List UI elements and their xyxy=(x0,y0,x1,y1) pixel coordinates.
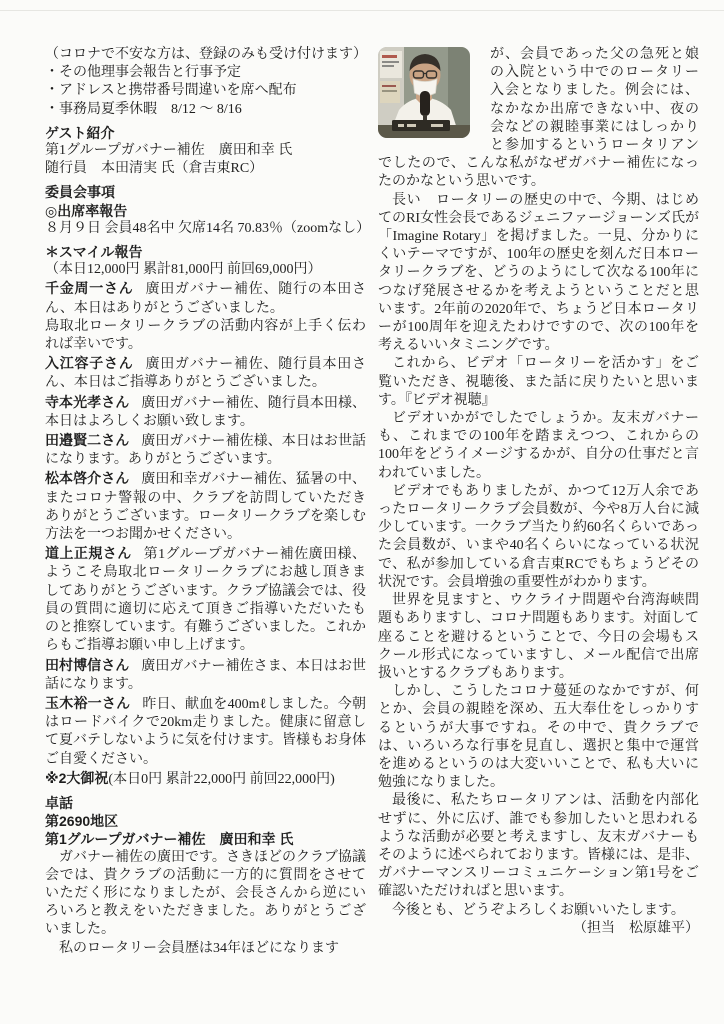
smile-entry xyxy=(45,354,366,392)
right-column xyxy=(378,46,699,938)
author-credit: （担当 松原雄平） xyxy=(573,920,699,936)
smile-entry-text: 廣田ガバナー補佐様、本日はお世話になります。ありがとうございます。 xyxy=(45,434,367,468)
guest-line: 第1グループガバナー補佐 廣田和幸 氏 xyxy=(45,143,293,159)
smile-entry xyxy=(45,656,366,694)
speech-paragraph: これから、ビデオ「ロータリーを活かす」をご覧いただき、視聴後、また話に戻りたいと思います。『ビデオ視聴』 xyxy=(378,356,699,408)
scan-edge-line xyxy=(0,10,724,11)
committee-section-heading: 委員会事項 xyxy=(45,184,115,201)
note-line: （コロナで不安な方は、登録のみも受け付けます） xyxy=(45,47,367,62)
smile-entry-text: 廣田ガバナー補佐さま、本日はお世話になります。 xyxy=(45,658,367,692)
grand-celebration-note xyxy=(45,769,366,789)
takuwa-paragraph: 私のロータリー会員歴は34年ほどになります xyxy=(59,940,339,956)
smile-entry-followup: 鳥取北ロータリークラブの活動内容が上手く伝われば幸いです。 xyxy=(45,318,366,353)
smile-entry-text: 廣田ガバナー補佐、随行の本田さん、本日はありがとうございました。 xyxy=(45,282,366,316)
smile-entry xyxy=(45,469,366,544)
member-name: 入江容子さん xyxy=(45,355,134,372)
speech-paragraph: 最後に、私たちロータリアンは、活動を内部化せずに、外に広げ、誰でも参加したいと思われるような活動が必要と考えますし、友末ガバナーもそのように述べられております。皆様には、是非、ガバナーマンスリーコミュニケーション第1号をご確認いただければと思います。 xyxy=(378,793,699,900)
member-name: 寺本光孝さん xyxy=(45,393,130,410)
takuwa-paragraph: ガバナー補佐の廣田です。さきほどのクラブ協議会では、貴クラブの活動に一方的に質問をさせていただく形になりましたが、会長さんから逆にいろいろと教えをいただきました。ありがとうございました。 xyxy=(45,849,366,938)
member-name: 玉木裕一さん xyxy=(45,694,131,711)
note-line: ・その他理事会報告と行事予定 xyxy=(45,65,241,81)
smile-entry-text: 第1グループガバナー補佐廣田様、ようこそ鳥取北ロータリークラブにお越し頂きましてありがとうございます。クラブ協議会では、役員の質問に適切に応えて頂きご指導いただいたものと推察しています。有難うございました。これからもご指導お願い申し上げます。 xyxy=(45,547,367,654)
takuwa-section-heading: 卓話 xyxy=(45,794,73,811)
grand-celebration-detail: (本日0円 累計22,000円 前回22,000円) xyxy=(108,771,335,787)
speech-paragraph: 世界を見ますと、ウクライナ問題や台湾海峡問題もありますし、コロナ問題もあります。対面して座ることを避けるということで、今日の会場もスクール形式になっていますし、メール配信で出席扱いとするクラブもあります。 xyxy=(378,593,699,681)
speech-paragraph: が、会員であった父の急死と娘の入院という中でのロータリー入会となりました。例会には、なかなか出席できない中、夜の会などの親睦事業にはしっかりと参加するというロータリアンでしたので、こんな私がなぜガバナー補佐になったのかなという思いです。 xyxy=(378,47,699,190)
note-line: ・事務局夏季休暇 8/12 ～ 8/16 xyxy=(45,101,242,117)
guest-line: 随行員 本田清実 氏（倉吉東RC） xyxy=(45,161,264,177)
grand-celebration-label: ※2大御祝 xyxy=(45,769,109,786)
member-name: 道上正規さん xyxy=(45,545,132,562)
district-line: 第2690地区 xyxy=(45,813,119,830)
smile-entry-text: 昨日、献血を400mℓしました。今朝はロードバイクで20km走りました。健康に留意して夏バテしないように気を付けます。皆様もお身体ご自愛ください。 xyxy=(45,696,366,767)
speech-paragraph: しかし、こうしたコロナ蔓延のなかですが、何とか、会員の親睦を深め、五大奉仕をしっかりするというが大事ですね。その中で、貴クラブでは、いろいろな行事を見直し、選択と集中で運営を進めるというのは大変いいことで、私も大いに勉強になりました。 xyxy=(378,684,699,791)
speech-paragraph: 長い ロータリーの歴史の中で、今期、はじめてのRI女性会長であるジェニファージョーンズ氏が「Imagine Rotary」を掲げました。一見、分かりにくいテーマですが、100年の歴史を刻んだ日本ロータリークラブを、どうのようにして次なる100年につなげ発展させるかを考えようということだと思います。2年前の2020年で、ちょうど日本ロータリーが100周年を迎えたわけですので、次の100年を考えるいいタミニングです。 xyxy=(378,192,699,354)
smile-entry xyxy=(45,694,366,769)
smile-summary: （本日12,000円 累計81,000円 前回69,000円） xyxy=(45,262,322,278)
smile-section-heading: ＊スマイル報告 xyxy=(45,244,143,261)
smile-entry-text: 廣田ガバナー補佐、随行員本田様、本日はよろしくお願い致します。 xyxy=(45,395,367,429)
member-name: 田邉賢二さん xyxy=(45,432,130,449)
note-line: ・アドレスと携帯番号間違いを席へ配布 xyxy=(45,83,297,99)
speaker-photo xyxy=(378,47,470,138)
smile-entry-text: 廣田ガバナー補佐、随行員本田さん、本日はご指導ありがとうございました。 xyxy=(45,357,366,391)
smile-entry xyxy=(45,544,366,655)
speech-paragraph: 今後とも、どうぞよろしくお願いいたします。 xyxy=(392,902,685,918)
smile-entry xyxy=(45,393,366,431)
attendance-report-title: ◎出席率報告 xyxy=(45,202,128,219)
member-name: 千金周一さん xyxy=(45,280,134,297)
member-name: 松本啓介さん xyxy=(45,470,130,487)
attendance-report-detail: ８月９日 会員48名中 欠席14名 70.83％（zoomなし） xyxy=(45,220,371,236)
smile-entry-text: 廣田和幸ガバナー補佐、猛暑の中、またコロナ警報の中、クラブを訪問していただきありがとうございます。ロータリークラブを楽しむ方法を一つお聞かせください。 xyxy=(45,472,367,543)
smile-entry xyxy=(45,431,366,469)
speaker-line: 第1グループガバナー補佐 廣田和幸 氏 xyxy=(45,831,294,848)
left-column xyxy=(45,46,371,958)
member-name: 田村博信さん xyxy=(45,656,130,673)
speech-paragraph: ビデオいかがでしたでしょうか。友末ガバナーも、これまでの100年を踏まえつつ、これからの100年をどうイメージするかが、自分の仕事だと言われていました。 xyxy=(378,411,699,481)
smile-entry xyxy=(45,279,366,317)
guest-section-heading: ゲスト紹介 xyxy=(45,124,115,141)
speech-paragraph: ビデオでもありましたが、かつて12万人余であったロータリークラブ会員数が、今や8万人台に減少しています。一クラブ当たり約60名くらいであった会員数が、いまや40名くらいになっている状況で、私が参加している倉吉東RCでもちょうどその状況です。会員増強の重要性がわかります。 xyxy=(378,483,699,590)
